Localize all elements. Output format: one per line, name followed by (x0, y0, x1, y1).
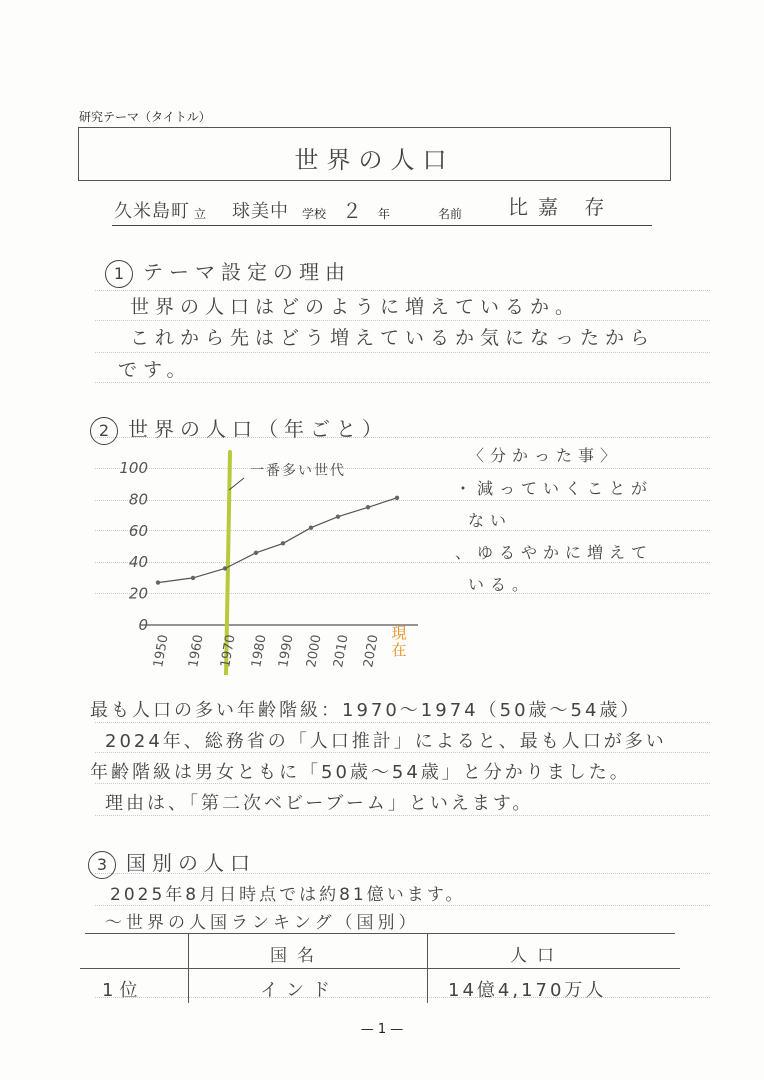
town-suffix: 立 (194, 207, 207, 221)
chart-svg (100, 450, 430, 675)
school-suffix: 学校 (302, 207, 327, 221)
name-label: 名前 (438, 207, 463, 221)
ruled-line (95, 722, 710, 723)
data-point (254, 551, 258, 555)
data-point (336, 514, 340, 518)
y-tick-label: 0 (138, 616, 148, 634)
section1-line: これから先はどう増えているか気になったから (130, 327, 656, 349)
section1-line: です。 (118, 359, 192, 381)
section3-heading (88, 847, 256, 879)
section2-heading (90, 413, 388, 445)
school-name: 球美中 (232, 201, 289, 222)
data-point (191, 576, 195, 580)
title-box (78, 127, 671, 181)
ruled-line (95, 382, 710, 383)
x-tick-label: 2010 (331, 633, 352, 669)
grade-value: ２ (342, 199, 362, 223)
section1-line: 世界の人口はどのように増えているか。 (130, 296, 581, 318)
findings-title: 〈分かった事〉 (468, 446, 623, 465)
x-tick-label: 2000 (304, 633, 325, 669)
section3-heading-text: 国別の人口 (126, 851, 256, 875)
section1-heading (105, 256, 351, 288)
table-header-population: 人口 (510, 946, 564, 966)
table-cell-rank: 1位 (102, 980, 144, 1001)
town-name: 久米島町 (114, 201, 190, 222)
table-header-border (80, 968, 680, 969)
x-tick-label: 1980 (249, 633, 270, 669)
chart-annotation: 一番多い世代 (250, 463, 346, 479)
table-column-divider (427, 933, 428, 1003)
grade-suffix: 年 (378, 207, 391, 221)
x-tick-label: 2020 (361, 633, 382, 669)
section3-line: ～世界の人国ランキング（国別） (105, 913, 420, 933)
x-tick-label: 1970 (218, 633, 239, 669)
y-tick-label: 40 (128, 553, 148, 572)
section3-line: 2025年8月日時点では約81億います。 (110, 885, 466, 905)
data-point (223, 566, 227, 570)
y-tick-label: 60 (128, 521, 148, 540)
findings-line: ない (468, 511, 513, 530)
table-column-divider (188, 933, 189, 1003)
student-info-row (112, 195, 672, 223)
data-point (309, 525, 313, 529)
info-underline (112, 225, 652, 226)
ruled-line (95, 290, 710, 291)
x-tick-label: 1990 (276, 633, 297, 669)
data-point (156, 580, 160, 584)
paragraph-line: 2024年、総務省の「人口推計」によると、最も人口が多い (105, 731, 667, 752)
paragraph-line: 理由は、「第二次ベビーブーム」といえます。 (105, 793, 534, 814)
page-number: — 1 — (360, 1022, 404, 1037)
section-number-circle: 1 (105, 260, 133, 288)
population-line-chart (100, 450, 430, 675)
y-tick-label: 100 (119, 459, 148, 477)
ruled-line (95, 352, 710, 353)
student-name: 比嘉 存 (508, 195, 615, 219)
ranking-table (80, 933, 700, 1003)
page-title: 世界の人口 (294, 146, 455, 174)
x-tick-label: 1950 (151, 633, 172, 669)
findings-line: いる。 (468, 575, 535, 594)
x-tick-label: 1960 (186, 633, 207, 669)
y-tick-label: 80 (128, 490, 148, 509)
table-cell-country: インド (260, 980, 338, 1001)
table-top-border (85, 933, 675, 934)
table-header-country: 国名 (270, 946, 324, 966)
findings-line: 、ゆるやかに増えて (455, 543, 654, 562)
table-cell-population: 14億4,170万人 (448, 980, 607, 1001)
ruled-line (95, 320, 710, 321)
section1-heading-text: テーマ設定の理由 (143, 260, 351, 284)
data-point (366, 505, 370, 509)
ruled-line (95, 815, 710, 816)
current-label: 現在 (391, 624, 407, 659)
y-tick-label: 20 (128, 584, 148, 603)
section-number-circle: 2 (90, 417, 118, 445)
ruled-line (95, 905, 710, 906)
data-point (395, 496, 399, 500)
data-point (281, 541, 285, 545)
section2-heading-text: 世界の人口（年ごと） (128, 417, 388, 441)
section-number-circle: 3 (88, 851, 116, 879)
findings-line: ・減っていくことが (455, 479, 654, 498)
paragraph-line: 最も人口の多い年齢階級：1970～1974（50歳～54歳） (90, 700, 642, 721)
theme-label: 研究テーマ（タイトル） (79, 110, 211, 124)
paragraph-line: 年齢階級は男女ともに「50歳～54歳」と分かりました。 (90, 762, 631, 783)
